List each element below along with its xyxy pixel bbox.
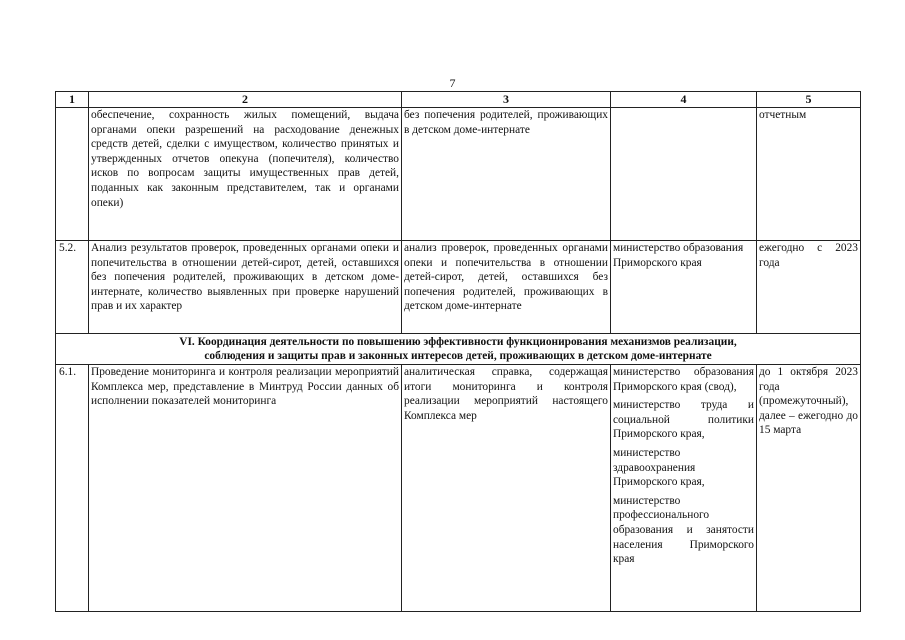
section-heading-row (56, 334, 861, 365)
table-row (56, 108, 861, 241)
header-row (56, 92, 861, 108)
measure-cell: обеспечение, сохранность жилых помещений, выдача органами опеки разрешений на расходование денежных средств детей, сделки с имуществом, количество принятых и утвержденных отчетов опекуна (попечителя), количество исков по вопросам защиты имущественных прав детей, поданных как законным представителем, так и органами опеки) (89, 108, 402, 241)
executor-cell: министерство образования Приморского края (611, 241, 757, 334)
row-number (56, 108, 89, 241)
column-header: 5 (757, 92, 861, 108)
table-row (56, 241, 861, 334)
column-header: 4 (611, 92, 757, 108)
row-number: 5.2. (56, 241, 89, 334)
measure-cell: Проведение мониторинга и контроля реализации мероприятий Комплекса мер, представление в Минтруд России данных об исполнении показателей мониторинга (89, 365, 402, 612)
column-header: 2 (89, 92, 402, 108)
column-header: 1 (56, 92, 89, 108)
measure-cell: Анализ результатов проверок, проведенных органами опеки и попечительства в отношении детей-сирот, детей, оставшихся без попечения родителей, проживающих в детском доме-интернате, количество выявленных при проверке нарушений прав и их характер (89, 241, 402, 334)
table-row (56, 365, 861, 612)
result-cell: аналитическая справка, содержащая итоги мониторинга и контроля реализации мероприятий настоящего Комплекса мер (402, 365, 611, 612)
section-title-line: соблюдения и защиты прав и законных интересов детей, проживающих в детском доме-интернате (204, 350, 712, 362)
row-number: 6.1. (56, 365, 89, 612)
deadline-cell: ежегодно с 2023 года (757, 241, 861, 334)
page-number: 7 (449, 76, 456, 90)
column-header: 3 (402, 92, 611, 108)
executor-cell (611, 365, 757, 612)
deadline-cell: отчетным (757, 108, 861, 241)
executor-cell (611, 108, 757, 241)
section-heading (56, 334, 861, 365)
result-cell: анализ проверок, проведенных органами опеки и попечительства в отношении детей-сирот, детей, оставшихся без попечения родителей, проживающих в детском доме-интернате (402, 241, 611, 334)
result-cell: без попечения родителей, проживающих в детском доме-интернате (402, 108, 611, 241)
executor-item: министерство профессионального образования и занятости населения Приморского края (613, 494, 754, 566)
executor-item: министерство образования Приморского края (свод), (613, 366, 754, 393)
measures-table (55, 91, 861, 612)
section-title-line: VI. Координация деятельности по повышению эффективности функционирования механизмов реализации, (179, 336, 737, 348)
executor-item: министерство здравоохранения Приморского края, (613, 446, 705, 489)
deadline-cell: до 1 октября 2023 года (промежуточный), далее – ежегодно до 15 марта (757, 365, 861, 612)
executor-item: министерство труда и социальной политики Приморского края, (613, 399, 754, 441)
